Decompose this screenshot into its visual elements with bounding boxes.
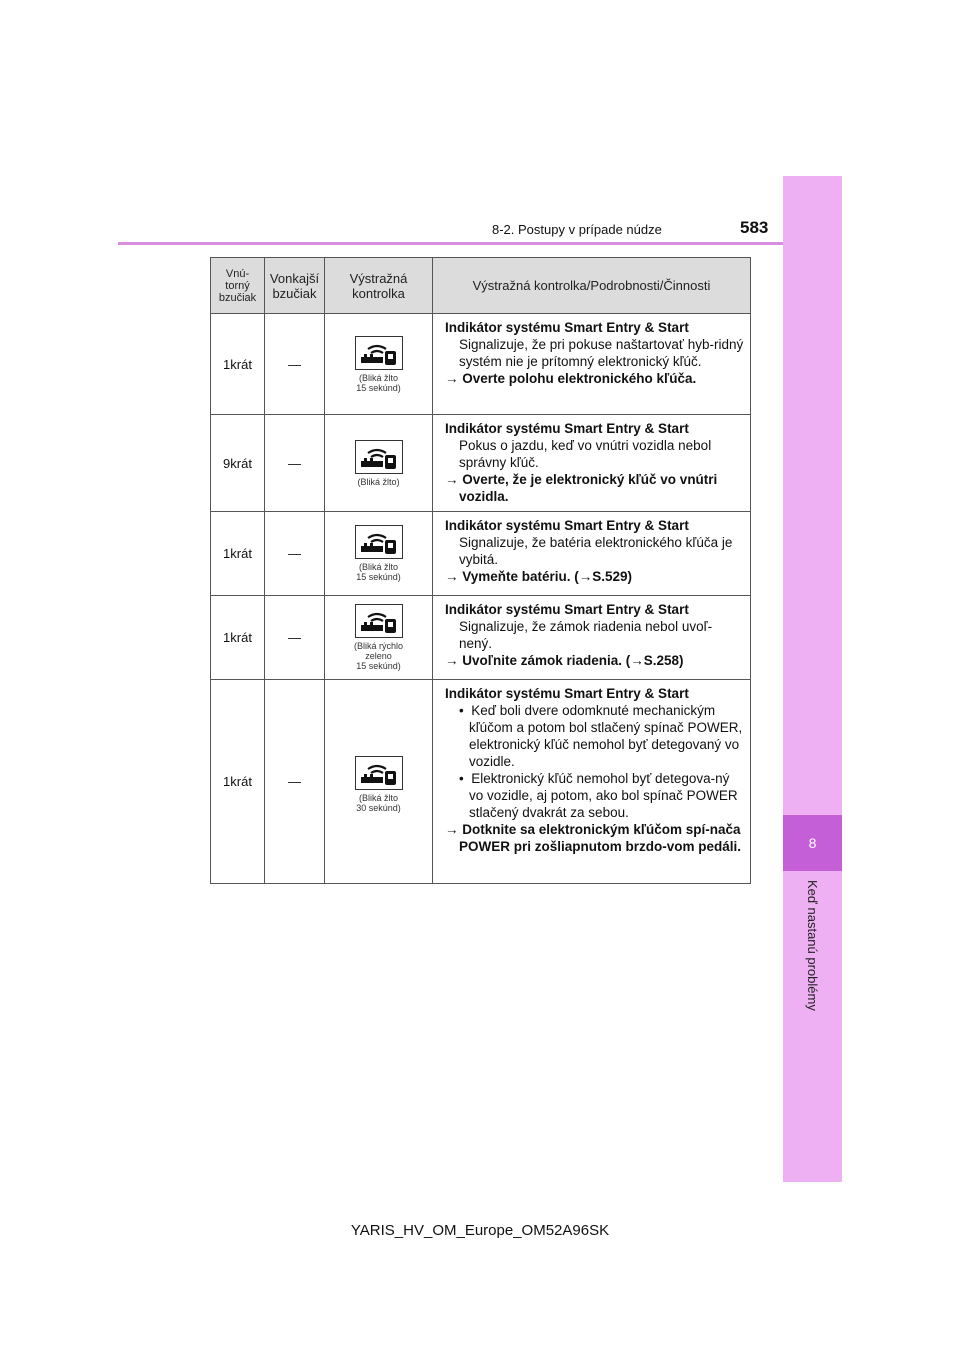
warning-light-cell [325,314,433,415]
warning-light-caption: (Bliká rýchlo zeleno 15 sekúnd) [353,641,403,671]
smart-key-icon [355,756,403,790]
table-header-row [211,258,751,314]
warning-light-caption: (Bliká žlto 30 sekúnd) [356,793,401,813]
external-buzzer-cell: — [265,415,325,512]
detail-description: Pokus o jazdu, keď vo vnútri vozidla nebol správny kľúč. [459,438,712,470]
external-buzzer-cell: — [265,314,325,415]
external-buzzer-cell: — [265,596,325,680]
warning-light-cell [325,512,433,596]
smart-key-icon [355,440,403,474]
warning-light-caption: (Bliká žlto 15 sekúnd) [356,562,401,582]
table-row [211,415,751,512]
document-id: YARIS_HV_OM_Europe_OM52A96SK [350,1222,610,1239]
warning-light-caption: (Bliká žlto 15 sekúnd) [356,372,401,393]
smart-key-icon [355,604,403,638]
detail-description: Signalizuje, že batéria elektronického kľúča je vybitá. [459,535,733,567]
external-buzzer-cell: — [265,512,325,596]
internal-buzzer-cell: 1krát [211,680,265,884]
header-external-buzzer: Vonkajší bzučiak [265,258,325,314]
details-cell [433,314,751,415]
details-cell [433,680,751,884]
details-cell [433,415,751,512]
detail-title: Indikátor systému Smart Entry & Start [445,421,689,436]
warning-light-cell [325,680,433,884]
warning-light-cell [325,596,433,680]
table-row [211,314,751,415]
internal-buzzer-cell: 1krát [211,314,265,415]
detail-description: Signalizuje, že pri pokuse naštartovať hyb-ridný systém nie je prítomný elektronický kľúč. [459,337,744,369]
internal-buzzer-cell: 9krát [211,415,265,512]
detail-action: → Vymeňte batériu. (→S.529) [445,569,633,584]
warning-light-caption: (Bliká žlto) [357,476,400,487]
details-cell [433,596,751,680]
smart-key-icon [355,525,403,559]
page-number: 583 [740,218,769,237]
detail-action: → Dotknite sa elektronickým kľúčom spí-nača POWER pri zošliapnutom brzdo-vom pedáli. [445,822,742,854]
details-cell [433,512,751,596]
detail-action: → Overte polohu elektronického kľúča. [445,371,697,386]
chapter-number-tab[interactable] [783,815,842,871]
detail-description: Signalizuje, že zámok riadenia nebol uvoľ-nený. [459,619,713,651]
table-row [211,512,751,596]
chapter-title: Keď nastanú problémy [805,880,820,1011]
detail-title: Indikátor systému Smart Entry & Start [445,602,689,617]
detail-title: Indikátor systému Smart Entry & Start [445,518,689,533]
warning-light-cell [325,415,433,512]
detail-bullet: • Keď boli dvere odomknuté mechanickým kľúčom a potom bol stlačený spínač POWER, elektronický kľúč nemohol byť detegovaný vo vozidle. [445,702,744,770]
chapter-number: 8 [808,835,817,851]
section-title: 8-2. Postupy v prípade núdze [492,222,662,237]
header-rule [118,242,783,245]
internal-buzzer-cell: 1krát [211,512,265,596]
detail-bullet: • Elektronický kľúč nemohol byť detegova-ný vo vozidle, aj potom, ako bol spínač POWER stlačený dvakrát za sebou. [445,770,744,821]
external-buzzer-cell: — [265,680,325,884]
detail-action: → Overte, že je elektronický kľúč vo vnútri vozidla. [445,472,718,504]
smart-key-icon [355,336,403,370]
detail-title: Indikátor systému Smart Entry & Start [445,686,689,701]
internal-buzzer-cell: 1krát [211,596,265,680]
detail-action: → Uvoľnite zámok riadenia. (→S.258) [445,653,684,668]
warning-table [210,257,751,884]
table-row [211,680,751,884]
header-warning-light: Výstražná kontrolka [325,258,433,314]
chapter-title-tab [783,880,842,1040]
header-internal-buzzer: Vnú- torný bzučiak [211,258,265,314]
header-details: Výstražná kontrolka/Podrobnosti/Činnosti [433,258,751,314]
detail-title: Indikátor systému Smart Entry & Start [445,320,689,335]
table-row [211,596,751,680]
